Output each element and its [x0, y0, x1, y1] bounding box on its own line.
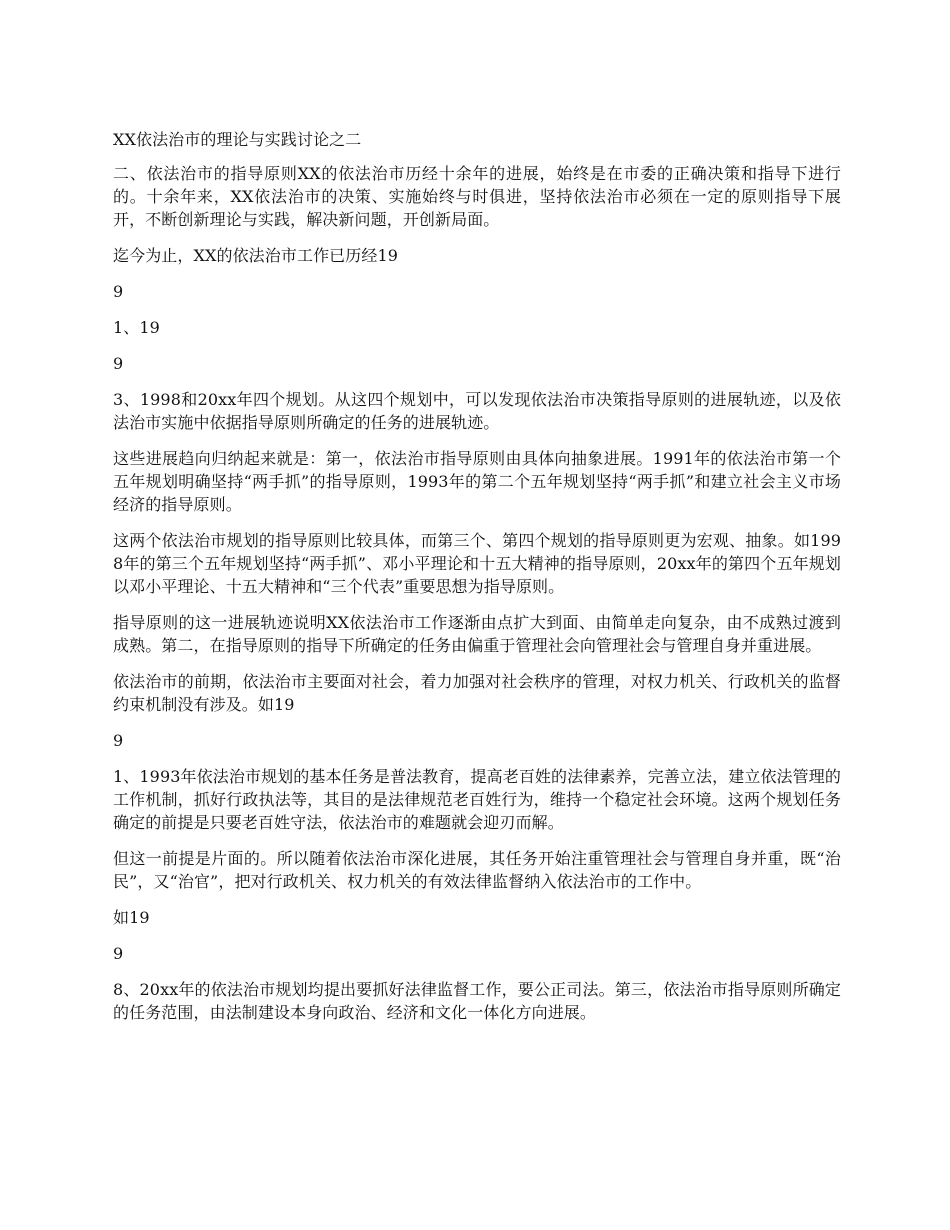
paragraph: 但这一前提是片面的。所以随着依法治市深化进展，其任务开始注重管理社会与管理自身并重，既“治民”，又“治官”，把对行政机关、权力机关的有效法律监督纳入依法治市的工作中。 — [113, 849, 841, 891]
paragraph: 9 — [113, 731, 124, 750]
document-title: XX依法治市的理论与实践讨论之二 — [113, 130, 362, 149]
paragraph: 这两个依法治市规划的指导原则比较具体，而第三个、第四个规划的指导原则更为宏观、抽象。如1998年的第三个五年规划坚持“两手抓”、邓小平理论和十五大精神的指导原则，20xx年的第四个五年规划以邓小平理论、十五大精神和“三个代表”重要思想为指导原则。 — [113, 531, 841, 596]
paragraph: 指导原则的这一进展轨迹说明XX依法治市工作逐渐由点扩大到面、由简单走向复杂，由不成熟过渡到成熟。第二，在指导原则的指导下所确定的任务由偏重于管理社会向管理社会与管理自身并重进展。 — [113, 613, 841, 655]
document-body — [113, 128, 841, 1037]
paragraph: 3、1998和20xx年四个规划。从这四个规划中，可以发现依法治市决策指导原则的进展轨迹，以及依法治市实施中依据指导原则所确定的任务的进展轨迹。 — [113, 390, 841, 432]
paragraph: 9 — [113, 282, 124, 301]
paragraph: 1、1993年依法治市规划的基本任务是普法教育，提高老百姓的法律素养，完善立法，建立依法管理的工作机制，抓好行政执法等，其目的是法律规范老百姓行为，维持一个稳定社会环境。这两个规划任务确定的前提是只要老百姓守法，依法治市的难题就会迎刃而解。 — [113, 767, 841, 832]
paragraph: 8、20xx年的依法治市规划均提出要抓好法律监督工作，要公正司法。第三，依法治市指导原则所确定的任务范围，由法制建设本身向政治、经济和文化一体化方向进展。 — [113, 980, 841, 1022]
paragraph: 1、19 — [113, 318, 160, 337]
paragraph: 如19 — [113, 908, 150, 927]
paragraph: 依法治市的前期，依法治市主要面对社会，着力加强对社会秩序的管理，对权力机关、行政机关的监督约束机制没有涉及。如19 — [113, 672, 841, 714]
paragraph: 9 — [113, 944, 124, 963]
paragraph: 9 — [113, 354, 124, 373]
paragraph: 二、依法治市的指导原则XX的依法治市历经十余年的进展，始终是在市委的正确决策和指导下进行的。十余年来，XX依法治市的决策、实施始终与时俱进，坚持依法治市必须在一定的原则指导下展开，不断创新理论与实践，解决新问题，开创新局面。 — [113, 164, 841, 229]
paragraph: 这些进展趋向归纳起来就是：第一，依法治市指导原则由具体向抽象进展。1991年的依法治市第一个五年规划明确坚持“两手抓”的指导原则，1993年的第二个五年规划坚持“两手抓”和建立社会主义市场经济的指导原则。 — [113, 449, 841, 514]
paragraph: 迄今为止，XX的依法治市工作已历经19 — [113, 246, 399, 265]
